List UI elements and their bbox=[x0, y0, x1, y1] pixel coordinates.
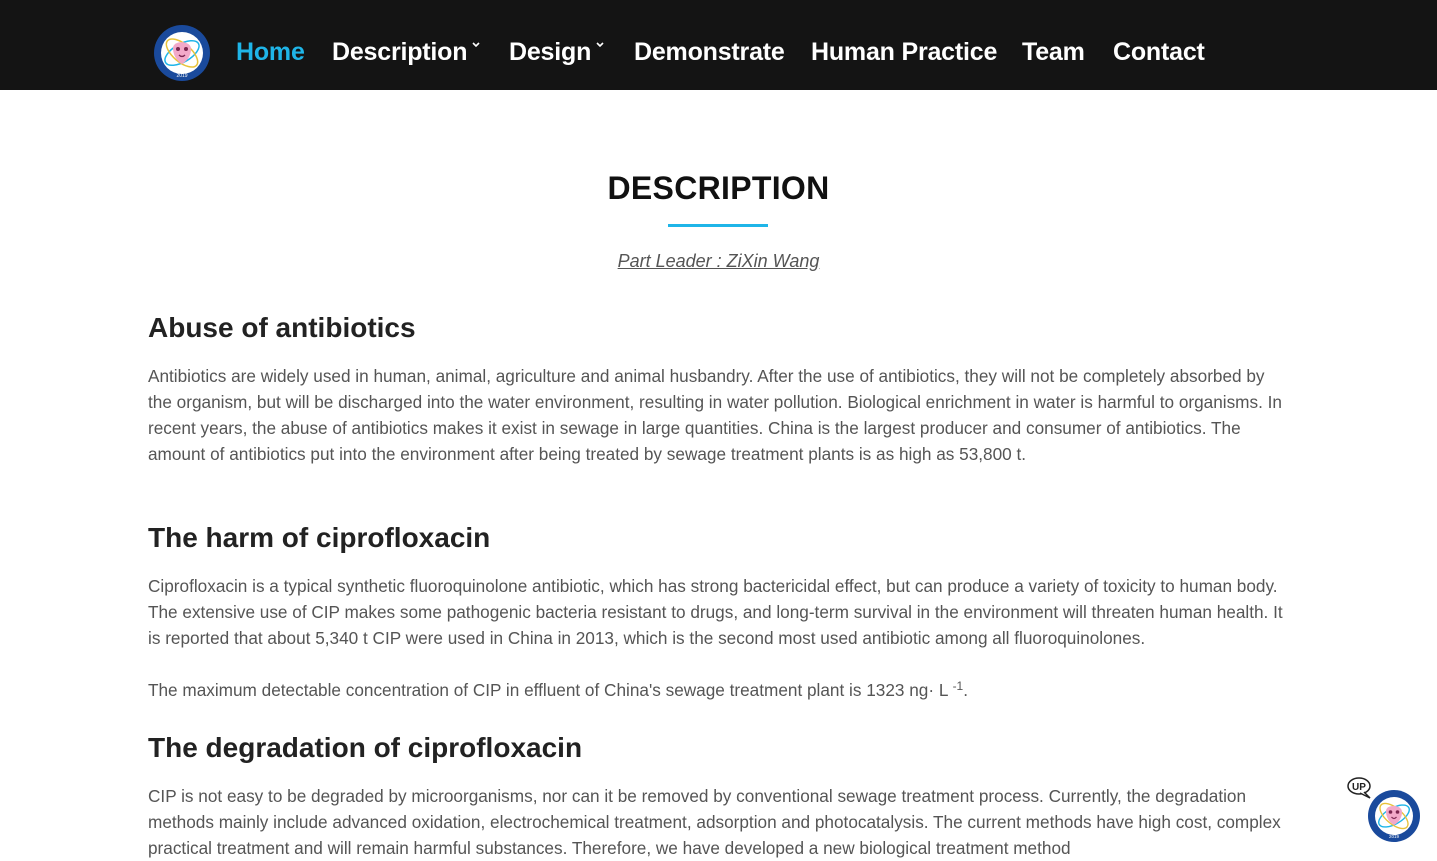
section-paragraph-degradation: CIP is not easy to be degraded by microorganisms, nor can it be removed by conventional sewage treatment process. Currently, the degradation methods mainly include advanced oxidation, electrochemical treatment, adsorption and photocatalysis. The current methods have high cost, complex practical treatment and will remain harmful substances. Therefore, we have developed a new biological treatment method bbox=[148, 786, 1281, 858]
part-leader bbox=[0, 250, 1437, 272]
nav-team[interactable] bbox=[1022, 36, 1085, 68]
nav-contact-label: Contact bbox=[1113, 38, 1205, 66]
nav-home[interactable] bbox=[236, 36, 305, 68]
svg-text:2019: 2019 bbox=[1388, 834, 1400, 839]
nav-home-label: Home bbox=[236, 38, 305, 66]
nav-design[interactable] bbox=[509, 36, 605, 68]
unit-exponent: -1 bbox=[952, 679, 964, 693]
nav-demonstrate-label: Demonstrate bbox=[634, 38, 785, 66]
nav-team-label: Team bbox=[1022, 38, 1085, 66]
section-heading-degradation: The degradation of ciprofloxacin bbox=[148, 732, 583, 763]
section-paragraph-concentration bbox=[148, 677, 1288, 703]
section-paragraph-abuse: Antibiotics are widely used in human, animal, agriculture and animal husbandry. After the use of antibiotics, they will not be completely absorbed by the organism, but will be discharged into the water environment, resulting in water pollution. Biological enrichment in water is harmful to organisms. In recent years, the abuse of antibiotics makes it exist in sewage in large quantities. China is the largest producer and consumer of antibiotics. The amount of antibiotics put into the environment after being treated by sewage treatment plants is as high as 53,800 t. bbox=[148, 366, 1282, 464]
svg-text:2019: 2019 bbox=[176, 73, 188, 79]
part-leader-text: Part Leader : ZiXin Wang bbox=[617, 251, 820, 271]
page-title: DESCRIPTION bbox=[607, 170, 830, 206]
chevron-down-icon bbox=[471, 40, 481, 50]
nav-description[interactable] bbox=[332, 36, 481, 68]
nav-demonstrate[interactable] bbox=[634, 36, 785, 68]
concentration-period: . bbox=[963, 680, 969, 700]
section-heading-abuse: Abuse of antibiotics bbox=[148, 312, 416, 343]
nav-human-practice[interactable] bbox=[811, 36, 997, 68]
section-paragraph-harm: Ciprofloxacin is a typical synthetic fluoroquinolone antibiotic, which has strong bactericidal effect, but can produce a variety of toxicity to human body. The extensive use of CIP makes some pathogenic bacteria resistant to drugs, and long-term survival in the environment will threaten human health. It is reported that about 5,340 t CIP were used in China in 2013, which is the second most used antibiotic among all fluoroquinolones. bbox=[148, 576, 1283, 648]
nav-description-label: Description bbox=[332, 38, 468, 66]
svg-text:UP: UP bbox=[1352, 782, 1366, 793]
section-heading-harm: The harm of ciprofloxacin bbox=[148, 522, 491, 553]
chevron-down-icon bbox=[595, 40, 605, 50]
concentration-text: The maximum detectable concentration of CIP in effluent of China's sewage treatment plant is 1323 ng· L bbox=[148, 680, 953, 700]
title-divider bbox=[668, 224, 768, 227]
nav-contact[interactable] bbox=[1113, 36, 1205, 68]
nav-design-label: Design bbox=[509, 38, 592, 66]
team-logo-icon[interactable] bbox=[153, 24, 211, 82]
nav-human-practice-label: Human Practice bbox=[811, 38, 998, 66]
back-to-top-icon bbox=[1346, 776, 1422, 844]
top-navbar bbox=[0, 0, 1437, 90]
back-to-top-button[interactable] bbox=[1346, 776, 1422, 844]
